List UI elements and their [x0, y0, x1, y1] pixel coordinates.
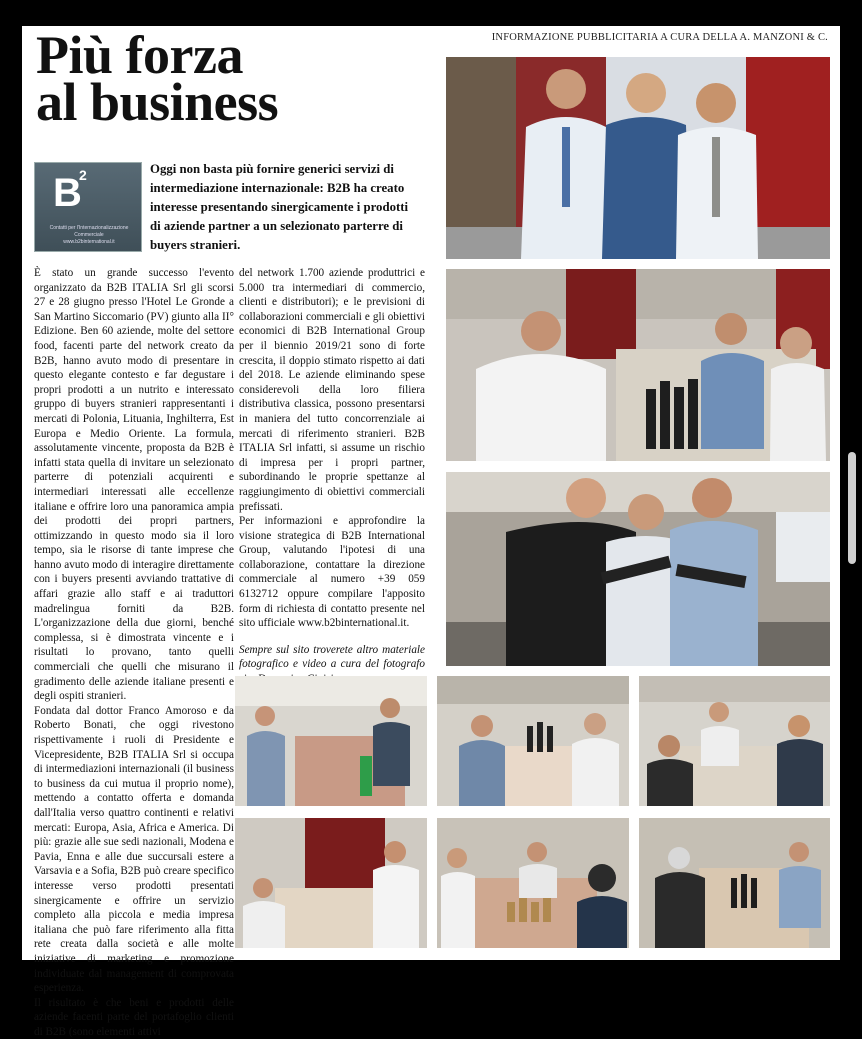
photo-wine-pouring	[446, 472, 830, 666]
body-paragraph: del network 1.700 aziende produttrici e 5.000 tra intermediari di commercio, clienti e distributori); e le previsioni di collaborazioni commerciali e gli obiettivi economici di B2B International Group per il biennio 2019/21 sono di forte crescita, il doppio stimato rispetto ai dati del 2018. Le aziende eliminando spese considerevoli della loro filiera distributiva classica, possono presentarsi in maniera del tutto concorrenziale ai mercati di riferimento stranieri. B2B ITALIA Srl infatti, si assume un rischio di impresa per i propri partner, subordinando le proprie spettanze al raggiungimento di obiettivi commerciali prefissati.	[239, 267, 425, 513]
advertorial-note: INFORMAZIONE PUBBLICITARIA A CURA DELLA A. MANZONI & C.	[491, 32, 828, 43]
photo-three-men-portrait	[446, 57, 830, 259]
contact-info: Per informazioni e approfondire la visione strategica di B2B International Group, valutando l'ipotesi di una collaborazione, contattare la direzione commerciale al numero +39 059 6132712 oppure compilare l'apposito form di richiesta di contatto presente nel sito ufficiale www.b2binternational.it.	[239, 515, 425, 630]
photo-credit: Sempre sul sito troverete altro materiale fotografico e video a cura del fotografo	[239, 643, 425, 671]
body-column-1	[34, 266, 234, 1038]
body-paragraph: Il risultato è che beni e prodotti delle aziende facenti parte del portafoglio clienti di B2B (sono elementi attivi	[34, 996, 234, 1038]
headline: Più forza al business	[36, 25, 279, 132]
logo-superscript: 2	[79, 167, 87, 183]
photo-hall-6	[639, 818, 830, 948]
photo-hall-2	[437, 676, 629, 806]
body-paragraph: È stato un grande successo l'evento organizzato da B2B ITALIA Srl gli scorsi 27 e 28 giugno presso l'Hotel Le Gronde a San Martino Siccomario (PV) giunto alla II° Edizione. Ben 60 aziende, molte del settore food, facenti parte del network creato da B2B, hanno avuto modo di presentare in questo elegante contesto e far degustare i propri prodotti a un nutrito e interessato gruppo di buyers stranieri rappresentanti i mercati di Polonia, Lituania, Inghilterra, Est Europa e Medio Oriente. La formula, assolutamente vincente, proposta da B2B è infatti stata quella di invitare un selezionato parterre di potenziali acquirenti e intermediari interessati alle eccellenze italiane e offrire loro una panoramica ampia dei prodotti dei propri partners, ottimizzando in questo modo sia il loro tempo, sia le risorse di tante imprese che hanno avuto modo di interagire direttamente con i buyers presenti avviando trattative di affari grazie allo staff e ai traduttori madrelingua forniti da B2B. L'organizzazione della due giorni, benché complessa, si è dimostrata vincente e i risultati lo provano, tanto quelli commerciali che quelli che misurano il gradimento delle aziende italiane presenti e degli ospiti stranieri.	[34, 267, 234, 703]
photo-hall-1	[235, 676, 427, 806]
body-column-2	[239, 266, 425, 687]
scrollbar-thumb[interactable]	[848, 452, 856, 564]
logo-mark: B	[53, 171, 82, 215]
b2b-logo	[34, 162, 142, 252]
newspaper-page	[22, 25, 840, 1038]
lead-paragraph: Oggi non basta più fornire generici servizi di intermediazione internazionale: B2B ha creato interesse presentando sinergicamente i prodotti di aziende partner a un selezionato parterre di buyers stranieri.	[150, 162, 409, 252]
photo-hall-5	[437, 818, 629, 948]
photo-tasting-table	[446, 269, 830, 461]
body-paragraph: Fondata dal dottor Franco Amoroso e da Roberto Bonati, che oggi rivestono rispettivamente i ruoli di Presidente e Vicepresidente, B2B ITALIA Srl si occupa di intermediazioni internazionali (il business to business da cui mutua il proprio nome), mettendo a contatto offerta e domanda dall'Italia verso quattro continenti e relativi mercati: Europa, Asia, Africa e America. Di più: grazie alle sue sedi nazionali, Modena e Pavia, Enna e alle due succursali estere a Varsavia e a Sofia, B2B può creare specifico interesse verso prodotti presentati sinergicamente e offrire un servizio completo alla piccola e media impresa italiana che può fare riferimento alla fitta rete creata dalla società e alle molte iniziative di marketing e promozione individuate dal management di comprovata esperienza.	[34, 704, 234, 995]
photo-hall-4	[235, 818, 427, 948]
photo-hall-3	[639, 676, 830, 806]
logo-tagline: Contatti per l'Internazionalizzazione Commerciale www.b2binternational.it	[49, 225, 129, 245]
